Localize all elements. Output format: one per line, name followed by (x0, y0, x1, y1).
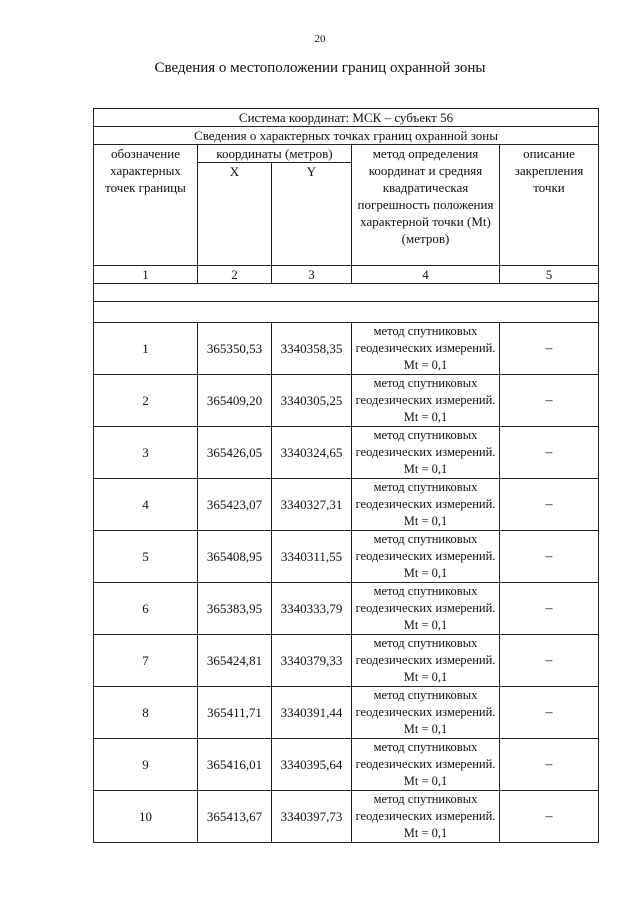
table-row (94, 687, 599, 739)
y-coordinate: 3340305,25 (272, 375, 352, 427)
fixation-description: – (500, 323, 599, 375)
blank-row (94, 284, 599, 302)
method-description: метод спутниковых геодезических измерений. Mt = 0,1 (352, 427, 500, 479)
fixation-description: – (500, 583, 599, 635)
method-description: метод спутниковых геодезических измерений. Mt = 0,1 (352, 791, 500, 843)
coordinates-header: координаты (метров) (198, 145, 352, 163)
y-coordinate: 3340333,79 (272, 583, 352, 635)
column-number: 1 (94, 266, 198, 284)
method-description: метод спутниковых геодезических измерений. Mt = 0,1 (352, 375, 500, 427)
column-number: 3 (272, 266, 352, 284)
spacer-row (94, 302, 599, 323)
table-row (94, 739, 599, 791)
y-coordinate: 3340395,64 (272, 739, 352, 791)
fixation-description: – (500, 375, 599, 427)
fixation-description: – (500, 479, 599, 531)
x-coordinate: 365411,71 (198, 687, 272, 739)
y-header: Y (272, 163, 352, 266)
method-description: метод спутниковых геодезических измерений. Mt = 0,1 (352, 687, 500, 739)
point-number: 6 (94, 583, 198, 635)
fixation-description: – (500, 739, 599, 791)
method-description: метод спутниковых геодезических измерений. Mt = 0,1 (352, 323, 500, 375)
y-coordinate: 3340379,33 (272, 635, 352, 687)
method-description: метод спутниковых геодезических измерений. Mt = 0,1 (352, 739, 500, 791)
x-coordinate: 365424,81 (198, 635, 272, 687)
point-number: 10 (94, 791, 198, 843)
x-coordinate: 365383,95 (198, 583, 272, 635)
table-row (94, 375, 599, 427)
table-row (94, 583, 599, 635)
column-number: 4 (352, 266, 500, 284)
document-title: Сведения о местоположении границ охранной зоны (154, 60, 486, 76)
table-body (94, 323, 599, 843)
point-designation-header: обозначение характерных точек границы (94, 145, 198, 266)
method-description: метод спутниковых геодезических измерений. Mt = 0,1 (352, 635, 500, 687)
y-coordinate: 3340397,73 (272, 791, 352, 843)
point-number: 9 (94, 739, 198, 791)
point-number: 3 (94, 427, 198, 479)
point-number: 4 (94, 479, 198, 531)
y-coordinate: 3340311,55 (272, 531, 352, 583)
table-row (94, 427, 599, 479)
fixation-description: – (500, 531, 599, 583)
column-number: 5 (500, 266, 599, 284)
column-numbers-row (94, 266, 599, 284)
x-coordinate: 365350,53 (198, 323, 272, 375)
table-row (94, 479, 599, 531)
page-number: 20 (314, 33, 326, 45)
x-coordinate: 365416,01 (198, 739, 272, 791)
method-header: метод определения координат и средняя квадратическая погрешность положения характерной точки (Mt) (метров) (352, 145, 500, 266)
x-coordinate: 365426,05 (198, 427, 272, 479)
y-coordinate: 3340358,35 (272, 323, 352, 375)
point-number: 8 (94, 687, 198, 739)
fixation-description: – (500, 687, 599, 739)
coordinate-system-header: Система координат: МСК – субъект 56 (94, 109, 599, 127)
x-coordinate: 365413,67 (198, 791, 272, 843)
column-number: 2 (198, 266, 272, 284)
table-row (94, 531, 599, 583)
table-row (94, 635, 599, 687)
x-header: X (198, 163, 272, 266)
table-row (94, 323, 599, 375)
method-description: метод спутниковых геодезических измерений. Mt = 0,1 (352, 583, 500, 635)
fixation-description: – (500, 427, 599, 479)
method-description: метод спутниковых геодезических измерений. Mt = 0,1 (352, 531, 500, 583)
table-row (94, 791, 599, 843)
y-coordinate: 3340327,31 (272, 479, 352, 531)
point-number: 7 (94, 635, 198, 687)
y-coordinate: 3340391,44 (272, 687, 352, 739)
x-coordinate: 365408,95 (198, 531, 272, 583)
point-number: 5 (94, 531, 198, 583)
fixation-description: – (500, 791, 599, 843)
point-number: 2 (94, 375, 198, 427)
x-coordinate: 365423,07 (198, 479, 272, 531)
method-description: метод спутниковых геодезических измерений. Mt = 0,1 (352, 479, 500, 531)
fixation-description-header: описание закрепления точки (500, 145, 599, 266)
point-number: 1 (94, 323, 198, 375)
section-header: Сведения о характерных точках границ охранной зоны (94, 127, 599, 145)
x-coordinate: 365409,20 (198, 375, 272, 427)
y-coordinate: 3340324,65 (272, 427, 352, 479)
fixation-description: – (500, 635, 599, 687)
boundary-points-table (93, 108, 599, 843)
